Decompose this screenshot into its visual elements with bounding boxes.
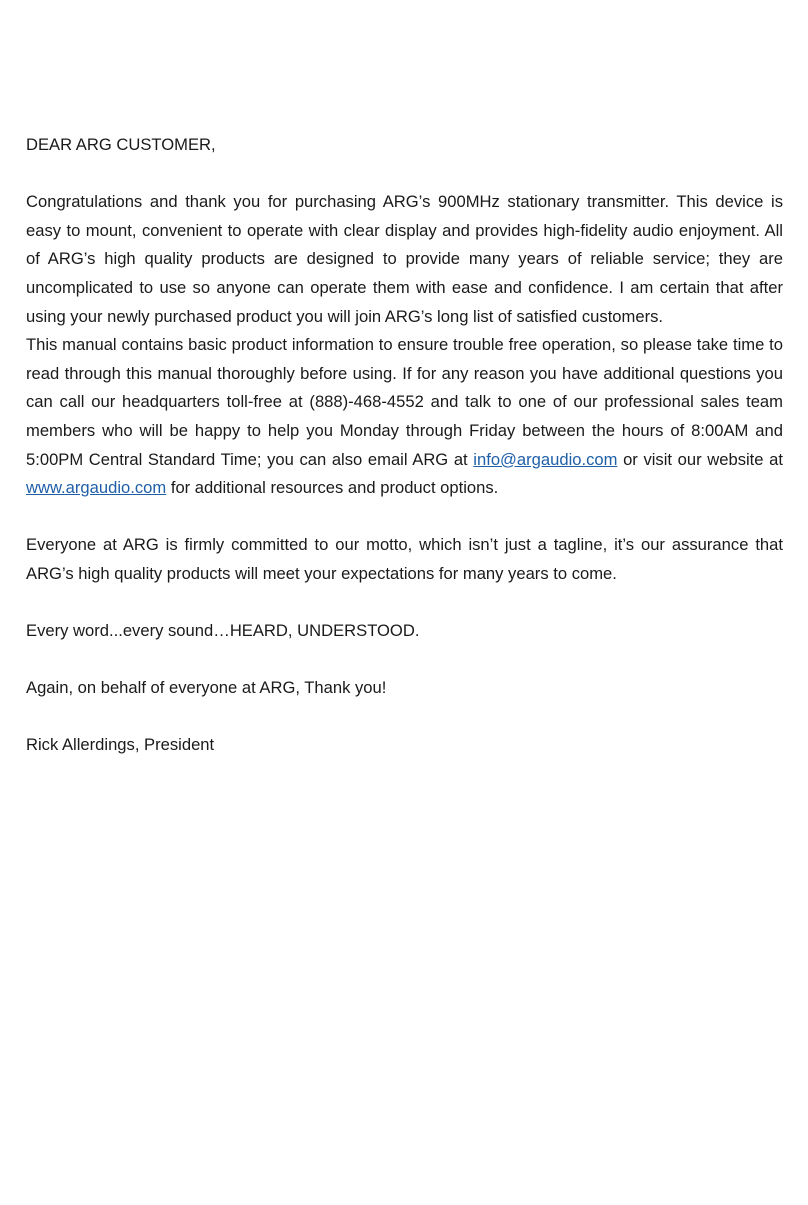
commitment-paragraph: Everyone at ARG is firmly committed to our motto, which isn’t just a tagline, it’s our assurance that ARG’s high quality products will meet your expectations for many years to come. [26, 535, 783, 583]
spacer [26, 703, 783, 732]
manual-text-start: This manual contains basic product information to ensure trouble free operation, so please take time to read through this manual thoroughly before using. If for any reason you have additional questions you can call our headquarters toll-free at (888)-468-4552 and talk to one of our professional sales team members who will be happy to help you Monday through Friday between the hours of 8:00AM and 5:00PM Central Standard Time; you can also email ARG at [26, 335, 783, 469]
salutation: DEAR ARG CUSTOMER, [26, 135, 216, 154]
spacer [26, 589, 783, 618]
manual-paragraph [26, 331, 783, 503]
letter [26, 131, 783, 760]
manual-text-end: for additional resources and product options. [170, 478, 499, 498]
intro-paragraph: Congratulations and thank you for purchasing ARG’s 900MHz stationary transmitter. This device is easy to mount, convenient to operate with clear display and provides high-fidelity audio enjoyment. All of ARG’s high quality products are designed to provide many years of reliable service; they are uncomplicated to use so anyone can operate them with ease and confidence. I am certain that after using your newly purchased product you will join ARG’s long list of satisfied customers. [26, 192, 783, 326]
spacer [26, 160, 783, 189]
website-link[interactable]: www.argaudio.com [26, 478, 167, 498]
manual-text-middle: or visit our website at [623, 449, 783, 469]
spacer [26, 503, 783, 532]
motto-line: Every word...every sound…HEARD, UNDERSTOOD. [26, 621, 420, 641]
spacer [26, 646, 783, 675]
thanks-line: Again, on behalf of everyone at ARG, Thank you! [26, 678, 387, 698]
signature: Rick Allerdings, President [26, 735, 215, 755]
email-link[interactable]: info@argaudio.com [473, 449, 618, 469]
